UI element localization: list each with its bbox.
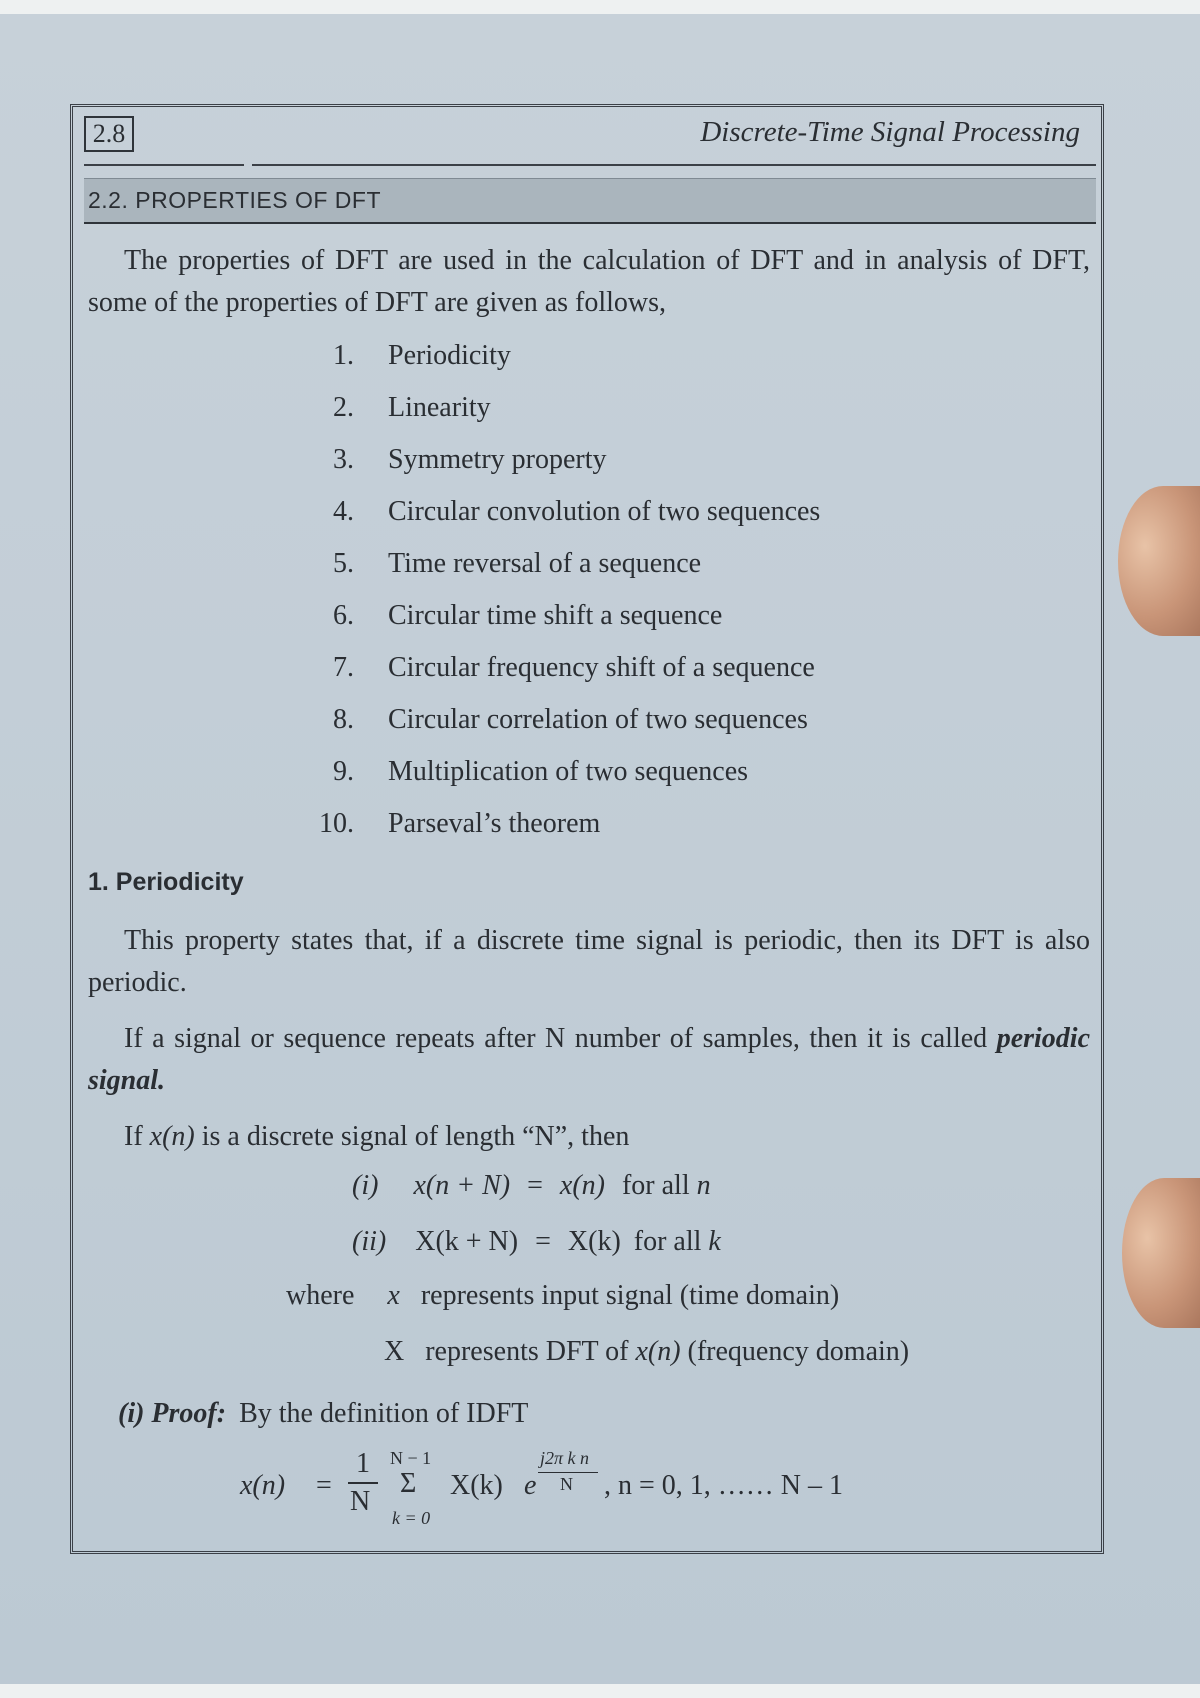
sum-upper-limit: N − 1 (390, 1448, 432, 1468)
proof-label: (i) Proof: (118, 1398, 227, 1429)
exp-denominator: N (560, 1474, 573, 1494)
subsection-heading: 1. Periodicity (88, 868, 244, 896)
idft-frac-bar (348, 1482, 378, 1484)
section-heading-bar (84, 178, 1096, 224)
header-rule-left (84, 164, 244, 166)
periodicity-paragraph-2: If a signal or sequence repeats after N number of samples, then it is called periodic signal. (88, 1023, 1090, 1096)
sum-symbol: Σ (400, 1468, 417, 1499)
idft-equals: = (316, 1470, 332, 1501)
exp-numerator: j2π k n (540, 1448, 590, 1468)
intro-paragraph: The properties of DFT are used in the calculation of DFT and in analysis of DFT, some of the properties of DFT are given as follows, (88, 245, 1090, 318)
exp-frac-bar (538, 1472, 598, 1473)
thumb-top (1118, 486, 1200, 636)
running-title: Discrete-Time Signal Processing (700, 116, 1080, 148)
proof-line: (i) Proof: By the definition of IDFT (118, 1398, 529, 1429)
sum-lower-limit: k = 0 (392, 1508, 431, 1528)
where-line-1: where x represents input signal (time domain) (286, 1280, 840, 1311)
exp-base: e (524, 1470, 537, 1501)
equation-ii: (ii) X(k + N) = X(k) for all k (352, 1226, 721, 1257)
idft-term: X(k) (450, 1470, 503, 1501)
page-number: 2.8 (84, 116, 134, 152)
idft-frac-den: N (350, 1486, 371, 1517)
where-line-2: X represents DFT of x(n) (frequency domain) (384, 1336, 910, 1367)
idft-lhs: x(n) (240, 1470, 286, 1501)
section-title: 2.2. PROPERTIES OF DFT (88, 187, 382, 213)
equation-i: (i) x(n + N) = x(n) for all n (352, 1170, 711, 1201)
thumb-bottom (1122, 1178, 1200, 1328)
periodicity-paragraph-1: This property states that, if a discrete time signal is periodic, then its DFT is also periodic. (88, 925, 1090, 998)
term-periodic-signal: periodic signal. (88, 1023, 1090, 1096)
header-rule-right (252, 164, 1096, 166)
idft-range: , n = 0, 1, …… N – 1 (604, 1470, 844, 1501)
idft-frac-num: 1 (356, 1448, 370, 1479)
periodicity-paragraph-3: If x(n) is a discrete signal of length “N”, then (124, 1121, 630, 1152)
